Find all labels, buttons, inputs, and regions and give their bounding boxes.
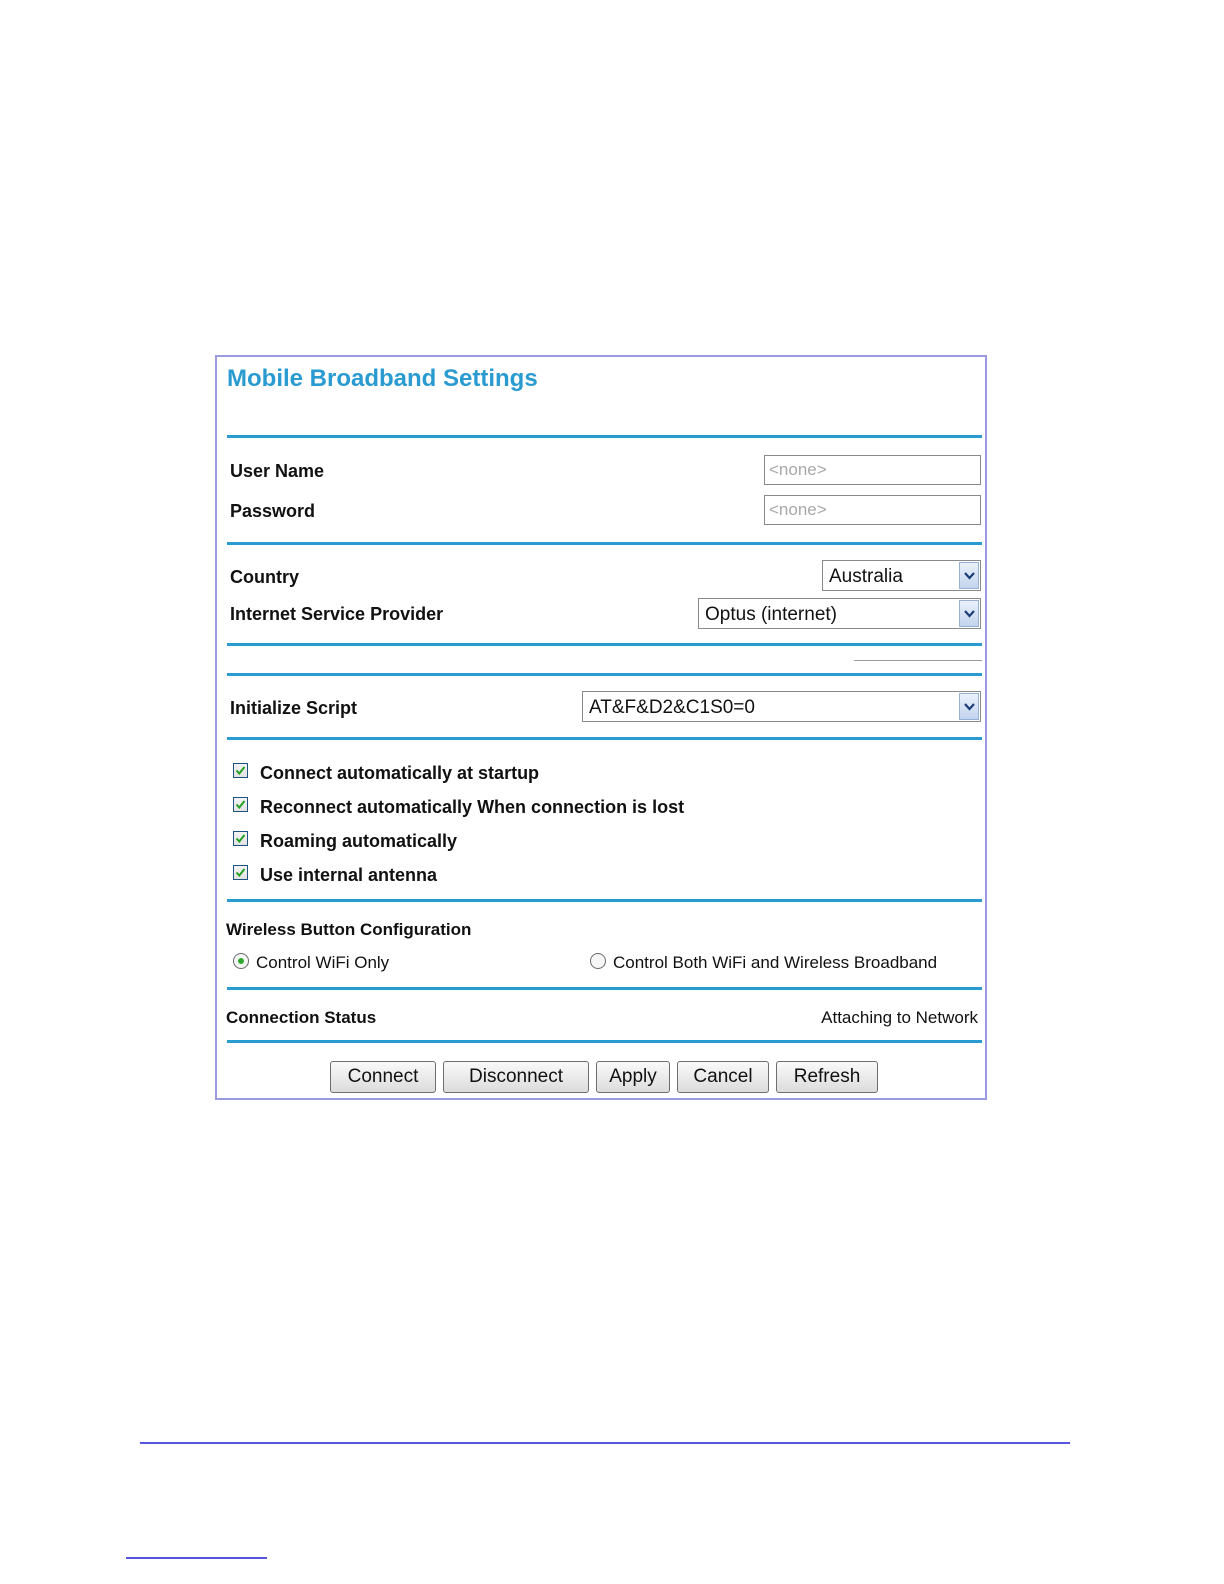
apply-button[interactable] [596,1061,670,1093]
refresh-button[interactable] [776,1061,878,1093]
divider [227,643,982,646]
country-select[interactable] [822,560,981,591]
control-wifi-only-radio[interactable] [233,953,249,969]
country-select-value: Australia [829,566,903,587]
footer-link-underline [126,1557,267,1559]
wireless-button-heading: Wireless Button Configuration [226,920,472,939]
connect-startup-label: Connect automatically at startup [260,763,540,783]
chevron-down-icon[interactable] [959,562,979,589]
init-script-value: AT&F&D2&C1S0=0 [589,697,755,718]
connect-button[interactable] [330,1061,436,1093]
isp-select-value: Optus (internet) [705,604,837,625]
connection-status-label: Connection Status [226,1008,377,1027]
connect-button-label: Connect [347,1066,419,1087]
divider [227,737,982,740]
internal-antenna-label: Use internal antenna [260,865,438,885]
isp-label: Internet Service Provider [230,604,444,624]
collapsed-field-line [854,660,982,661]
footer-rule [140,1442,1070,1444]
connection-status-value: Attaching to Network [821,1008,978,1027]
control-both-radio[interactable] [590,953,606,969]
password-input[interactable] [764,495,981,525]
reconnect-checkbox[interactable] [233,797,248,812]
control-both-label: Control Both WiFi and Wireless Broadband [613,953,938,972]
country-label: Country [230,567,299,587]
divider [227,1040,982,1043]
apply-button-label: Apply [609,1066,657,1087]
divider [227,899,982,902]
page-title: Mobile Broadband Settings [227,365,538,392]
isp-select[interactable] [698,598,981,629]
control-wifi-only-label: Control WiFi Only [256,953,390,972]
roaming-label: Roaming automatically [260,831,458,851]
mobile-broadband-settings-panel [215,355,987,1100]
roaming-checkbox[interactable] [233,831,248,846]
init-script-label: Initialize Script [230,698,358,718]
internal-antenna-checkbox[interactable] [233,865,248,880]
connect-startup-checkbox[interactable] [233,763,248,778]
radio-selected-dot [238,958,244,964]
disconnect-button-label: Disconnect [469,1066,563,1087]
chevron-down-icon[interactable] [959,600,979,627]
disconnect-button[interactable] [443,1061,589,1093]
divider [227,542,982,545]
cancel-button[interactable] [677,1061,769,1093]
cancel-button-label: Cancel [693,1066,753,1087]
init-script-select[interactable] [582,691,981,722]
reconnect-label: Reconnect automatically When connection is lost [260,797,685,817]
chevron-down-icon[interactable] [959,693,979,720]
refresh-button-label: Refresh [793,1066,861,1087]
divider [227,435,982,438]
password-label: Password [230,501,316,521]
username-label: User Name [230,461,325,481]
username-input[interactable] [764,455,981,485]
divider [227,673,982,676]
divider [227,987,982,990]
